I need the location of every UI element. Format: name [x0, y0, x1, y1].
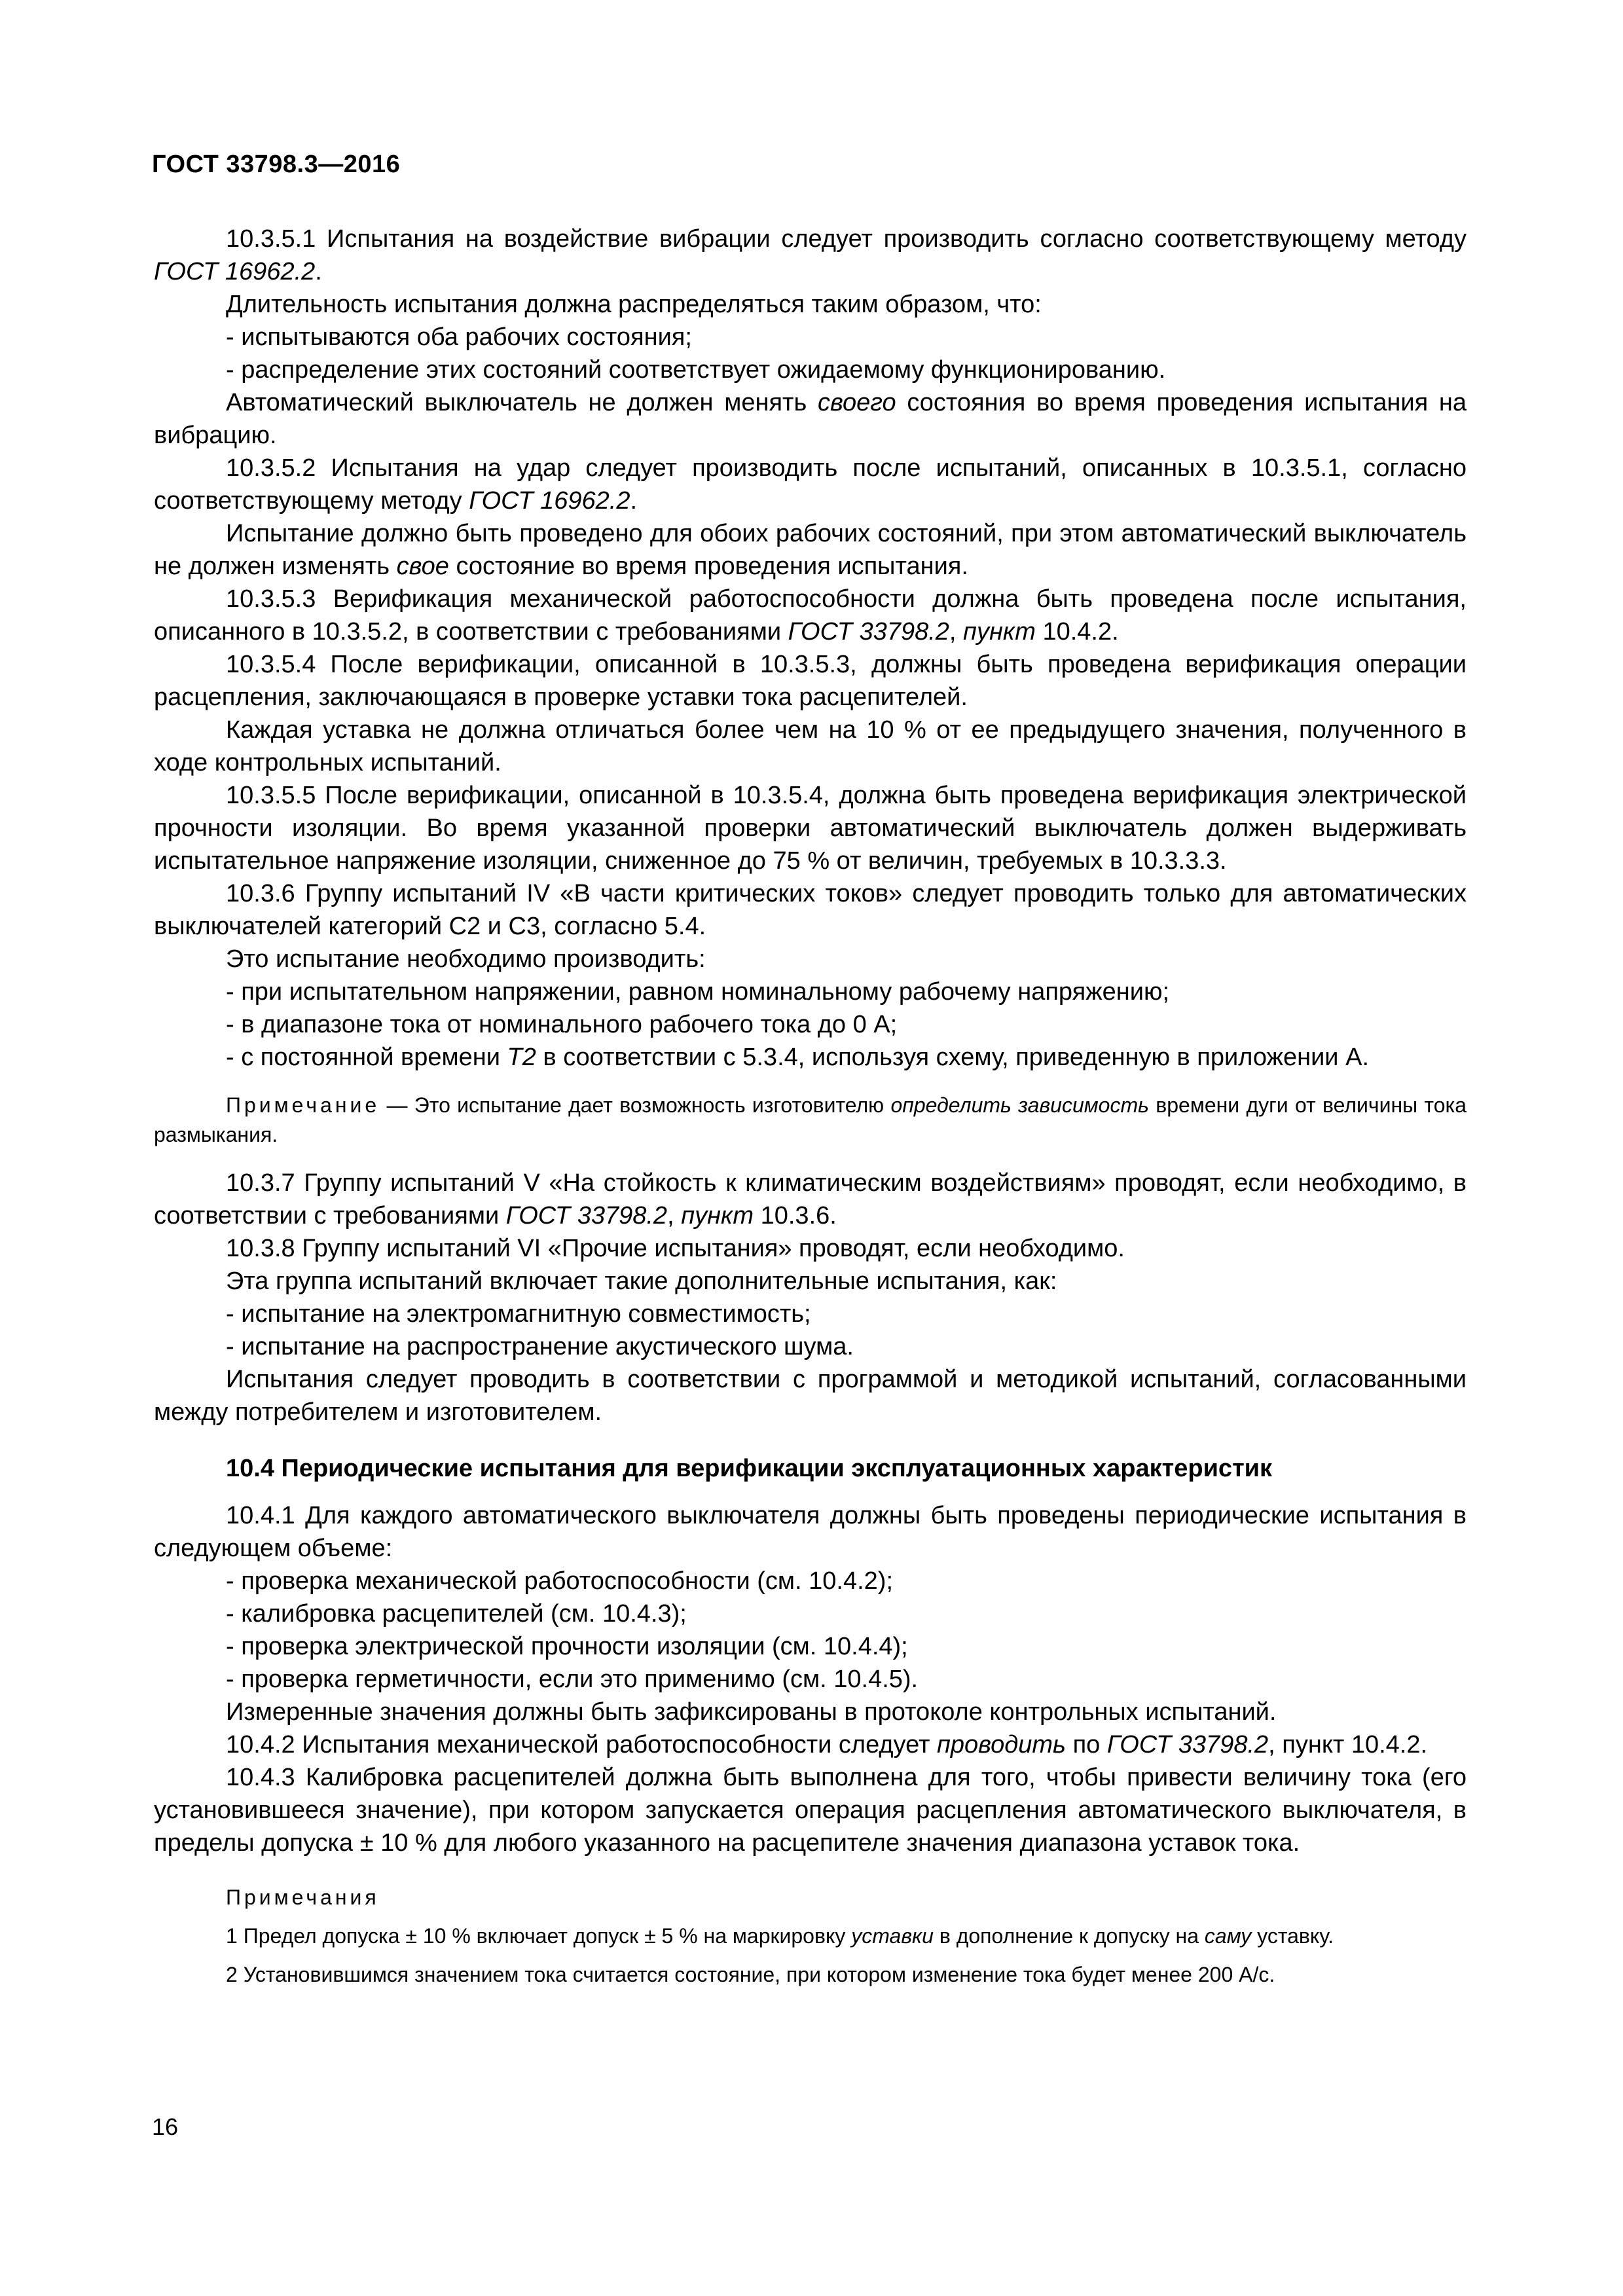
note-item: 1 Предел допуска ± 10 % включает допуск ± 5 % на маркировку уставки в дополнение к допуску на саму уставку.	[226, 1924, 1334, 1948]
list-item: - проверка механической работоспособности (см. 10.4.2);	[226, 1567, 894, 1595]
paragraph: Длительность испытания должна распределяться таким образом, что:	[226, 291, 1042, 318]
list-item: - испытание на электромагнитную совместимость;	[226, 1300, 811, 1328]
paragraph-10-3-5-3: 10.3.5.3 Верификация механической работоспособности должна быть проведена после испытания, описанного в 10.3.5.2, в соответствии с требованиями ГОСТ 33798.2, пункт 10.4.2.	[154, 585, 1467, 646]
paragraph: Эта группа испытаний включает такие дополнительные испытания, как:	[226, 1267, 1057, 1295]
list-item: - с постоянной времени Т2 в соответствии с 5.3.4, используя схему, приведенную в приложении А.	[226, 1044, 1369, 1071]
document-header: ГОСТ 33798.3—2016	[152, 151, 401, 178]
paragraph-10-3-5-1: 10.3.5.1 Испытания на воздействие вибрации следует производить согласно соответствующему методу ГОСТ 16962.2.	[154, 225, 1467, 285]
list-item: - при испытательном напряжении, равном номинальному рабочему напряжению;	[226, 978, 1170, 1006]
section-heading-10-4: 10.4 Периодические испытания для верификации эксплуатационных характеристик	[226, 1455, 1273, 1482]
paragraph: Испытание должно быть проведено для обоих рабочих состояний, при этом автоматический выключатель не должен изменять свое состояние во время проведения испытания.	[154, 520, 1467, 580]
paragraph-10-3-5-4: 10.3.5.4 После верификации, описанной в 10.3.5.3, должны быть проведена верификация операции расцепления, заключающаяся в проверке уставки тока расцепителей.	[154, 651, 1467, 711]
list-item: - проверка герметичности, если это применимо (см. 10.4.5).	[226, 1666, 919, 1693]
note: Примечание — Это испытание дает возможность изготовителю определить зависимость времени дуги от величины тока размыкания.	[154, 1093, 1467, 1146]
paragraph-10-3-7: 10.3.7 Группу испытаний V «На стойкость к климатическим воздействиям» проводят, если необходимо, в соответствии с требованиями ГОСТ 33798.2, пункт 10.3.6.	[154, 1169, 1467, 1230]
paragraph-10-4-1: 10.4.1 Для каждого автоматического выключателя должны быть проведены периодические испытания в следующем объеме:	[154, 1502, 1467, 1562]
paragraph-10-3-5-2: 10.3.5.2 Испытания на удар следует производить после испытаний, описанных в 10.3.5.1, согласно соответствующему методу ГОСТ 16962.2.	[154, 454, 1467, 515]
paragraph-10-3-6: 10.3.6 Группу испытаний IV «В части критических токов» следует проводить только для автоматических выключателей категорий С2 и С3, согласно 5.4.	[154, 880, 1467, 940]
paragraph: Каждая уставка не должна отличаться более чем на 10 % от ее предыдущего значения, полученного в ходе контрольных испытаний.	[154, 716, 1467, 776]
paragraph: Измеренные значения должны быть зафиксированы в протоколе контрольных испытаний.	[226, 1698, 1277, 1726]
paragraph: Автоматический выключатель не должен менять своего состояния во время проведения испытания на вибрацию.	[154, 389, 1467, 449]
document-body	[154, 223, 1467, 1990]
list-item: - калибровка расцепителей (см. 10.4.3);	[226, 1600, 687, 1628]
paragraph-10-4-2: 10.4.2 Испытания механической работоспособности следует проводить по ГОСТ 33798.2, пункт 10.4.2.	[226, 1731, 1428, 1758]
list-item: - распределение этих состояний соответствует ожидаемому функционированию.	[226, 356, 1166, 384]
paragraph-10-3-8: 10.3.8 Группу испытаний VI «Прочие испытания» проводят, если необходимо.	[226, 1235, 1125, 1262]
paragraph-10-3-5-5: 10.3.5.5 После верификации, описанной в 10.3.5.4, должна быть проведена верификация электрической прочности изоляции. Во время указанной проверки автоматический выключатель должен выдерживать испытательное напряжение изоляции, сниженное до 75 % от величин, требуемых в 10.3.3.3.	[154, 782, 1467, 875]
list-item: - проверка электрической прочности изоляции (см. 10.4.4);	[226, 1633, 908, 1660]
page-number: 16	[152, 2113, 179, 2140]
list-item: - в диапазоне тока от номинального рабочего тока до 0 А;	[226, 1011, 898, 1038]
paragraph: Это испытание необходимо производить:	[226, 945, 706, 973]
note-label: Примечание	[226, 1093, 380, 1117]
list-item: - испытание на распространение акустического шума.	[226, 1333, 854, 1360]
note-item: 2 Установившимся значением тока считается состояние, при котором изменение тока будет менее 200 А/с.	[226, 1963, 1275, 1986]
notes-title: Примечания	[226, 1886, 380, 1909]
list-item: - испытываются оба рабочих состояния;	[226, 323, 692, 351]
paragraph: Испытания следует проводить в соответствии с программой и методикой испытаний, согласованными между потребителем и изготовителем.	[154, 1366, 1467, 1426]
paragraph-10-4-3: 10.4.3 Калибровка расцепителей должна быть выполнена для того, чтобы привести величину тока (его установившееся значение), при котором запускается операция расцепления автоматического выключателя, в пределы допуска ± 10 % для любого указанного на расцепителе значения диапазона уставок тока.	[154, 1764, 1467, 1857]
